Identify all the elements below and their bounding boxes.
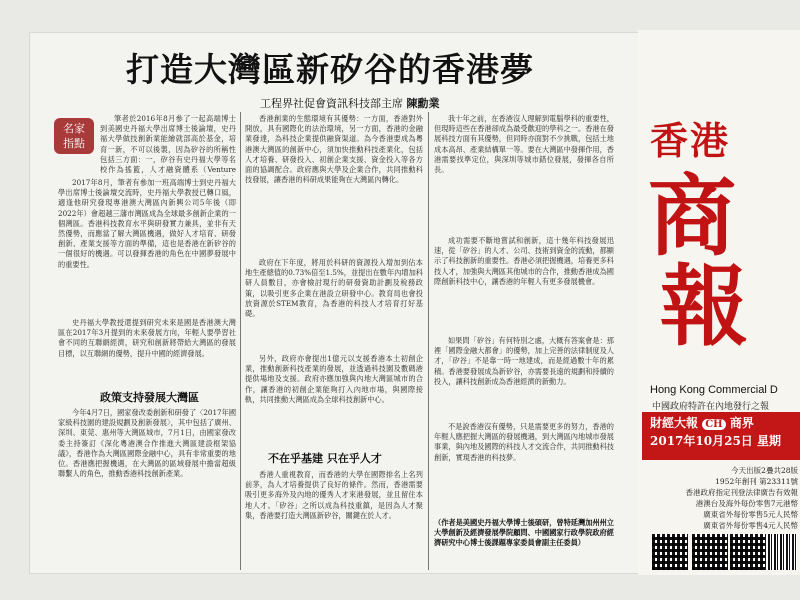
qr-code-icon	[652, 534, 688, 570]
article-byline	[260, 95, 440, 111]
badge-line1: 名家	[63, 122, 85, 135]
col2-low	[245, 354, 423, 436]
col1-low	[58, 318, 236, 380]
col3-bottom	[434, 422, 614, 514]
info-line: 1952年創刊 第23311號	[715, 477, 798, 486]
col2-paragraph: 另外，政府亦會提出1億元以支援香港本土初創企業，推動創新科技產業的發展，並透過科技園及數碼港提供場地及支援。政府亦應加強與內地大灣區城市的合作，讓香港的初創企業能夠打入內地市場，與國際接軌，共同推動大灣區成為全球科技創新中心。	[245, 354, 423, 404]
subhead-talent: 不在乎基建 只在乎人才	[268, 452, 382, 465]
bar-badge: CH	[702, 419, 725, 430]
bar-text: 財經大報	[650, 416, 699, 430]
col3-low	[434, 336, 614, 418]
bar-text: 商界	[729, 416, 754, 430]
column-rule	[240, 112, 241, 570]
masthead-title-bottom: 報	[660, 254, 749, 358]
col2-mid	[245, 258, 423, 350]
col3-paragraph: 如果問「矽谷」有何特別之處，大概有答案會是：那裡「國際金融大都會」的優勢，加上完善的法律制度及人才，「矽谷」不是靠一時一地建成，而是經過數十年的累積。香港要發展成為新矽谷，亦需要長遠的規劃和持續的投入，讓科技創新成為香港經濟的新動力。	[434, 336, 614, 386]
col3-paragraph: 成功需要不斷地嘗試和創新，這十幾年科技發展迅速，從「矽谷」的人才、公司、技術到資金的流動，都顯示了科技創新的重要性。香港必須把握機遇，培養更多科技人才，加強與大灣區其他城市的合作，推動香港成為國際創新科技中心，讓香港的年輕人有更多發展機會。	[434, 236, 614, 286]
col2-paragraph: 香港人重視教育，而香港的大學在國際排名上名列前茅，為人才培養提供了良好的條件。然而，香港需要吸引更多海外及內地的優秀人才來港發展，並且留住本地人才。「矽谷」之所以成為科技重鎮，是因為人才聚集，香港要打造大灣區新矽谷，關鍵在於人才。	[245, 470, 423, 520]
qr-code-icon	[692, 534, 728, 570]
info-line: 香港政府指定刊登法律廣告有效報	[685, 488, 798, 497]
info-line: 港澳台及海外每份零售7元港幣	[695, 499, 798, 508]
info-line: 今天出版2疊共28版	[731, 466, 798, 475]
col1-paragraph: 今年4月7日，國家發改委創新和研發了〈2017年國家級科技園的建設規劃及創新發展〉，其中包括了廣州、深圳、東莞、惠州等大灣區城市，7月1日，由國家發改委主持簽訂《深化粵港澳合作推進大灣區建設框架協議》，香港作為大灣區國際金融中心，具有非常重要的地位。香港應把握機遇，在大灣區的區域發展中擔當超級聯繫人的角色，推動香港科技創新產業。	[58, 408, 236, 479]
col1-paragraph: 筆者於2016年8月參了一起高端博士到美國史丹福大學出席博士後論壇，史丹福大學做技創新業能繪就部高於基金，培育一新，不可以後製，因為矽谷的所稱性包括三方面：一，矽谷有史丹福大學等名校作為搖籃，人才融資體系（Venture	[100, 114, 236, 175]
col1-intro	[100, 114, 236, 176]
masthead-title-mid: 商	[648, 164, 737, 268]
col2-top	[245, 114, 423, 254]
col2-paragraph: 政府在下年度，將用於科研的資源投入增加到佔本地生產總值的0.73%倍至1.5%，並提出在數年內增加科研人員數目，亦會檢討現行的研發資助計劃及稅務政策，以吸引更多企業在港設立研發中心。教育局也會投放資源於STEM教育，為香港的科技人才培育打好基礎。	[245, 258, 423, 319]
masthead-title-top: 香港	[650, 118, 731, 163]
col3-mid	[434, 236, 614, 332]
col3-paragraph: 我十年之前，在香港沒人理解到電腦學科的重要性，但現時這些在香港卻成為最受歡迎的學科之一。香港在發展科技方面有其優勢，但同時亦面對不少挑戰，包括土地成本高昂、產業結構單一等。要在大灣區中發揮作用，香港需要找準定位，與深圳等城市錯位發展，發揮各自所長。	[434, 114, 614, 175]
subhead-policy: 政策支持發展大灣區	[100, 391, 199, 404]
col2-paragraph: 香港創業的生態環境有其優勢：一方面，香港對外開放，具有國際化的法治環境，另一方面，香港的金融業發達，為科技企業提供融資渠道。為今香港要成為粵港澳大灣區的創新中心，須加快推動科技產業化，包括人才培養、研發投入、初創企業支援、資金投入等各方面的協調配合。政府應與大學及企業合作，共同推動科技發展，讓香港的科研成果能夠在大灣區內轉化。	[245, 114, 423, 185]
masthead-info	[646, 465, 798, 531]
barcode-icon	[765, 534, 797, 570]
col3-paragraph: 不是說香港沒有優勢，只是需要更多的努力，香港的年輕人應把握大灣區的發展機遇，到大灣區內地城市發展事業，與內地及國際的科技人才交流合作，共同推動科技創新，實現香港的科技夢。	[434, 422, 614, 462]
author-footnote	[434, 518, 614, 570]
info-line: 廣東省外每份零售5元人民幣	[703, 510, 798, 519]
col1-paragraph: 2017年8月，筆者有參加一班高端博士到史丹福大學出席博士後論壇交流時，史丹福大學教授已轉口風，適逢他研究發現專港澳大灣區內新興公司5年後（即2022年）會超越三藩市灣區成為全球最多創新企業的一個灣區。香港科技教育水平與研發實力兼具，並非有天然優勢，而應當了解大灣區機遇，做好人才培育、研發創新、產業支援等方面的準備，這也是香港在新矽谷的一個很好的機遇。可以發揮香港的角色在中國夢發展中的重要性。	[58, 178, 236, 269]
article-headline: 打造大灣區新矽谷的香港夢	[126, 50, 534, 89]
footnote-text: （作者是美國史丹福大學博士後碩研，曾特延灣加州州立大學創新及經濟發展學院顧問、中國國家行政學院政府經濟研究中心博士後課題專家委員會副主任委員）	[434, 518, 614, 548]
masthead-bar-date: 2017年10月25日 星期	[650, 434, 781, 448]
col3-top	[434, 114, 614, 232]
byline-role: 工程界社促會資訊科技部主席	[260, 97, 403, 110]
col1-mid	[58, 178, 236, 314]
column-rule	[428, 112, 429, 570]
col2-bottom	[245, 470, 423, 570]
col1-paragraph: 史丹福大學教授還提到研究未來是國是香港澳大灣區在2017年3月提到的未來發展方向，年輕人要學習社會不同的互聯網經濟，研究和創新將帶給大灣區的發展目標，以互聯網的優勢，提升中國的經濟發展。	[58, 318, 236, 358]
masthead-bar-line1	[650, 414, 754, 431]
info-line: 廣東省外每份零售4元人民幣	[703, 521, 798, 530]
masthead-approval: 中國政府特許在內地發行之報	[652, 402, 770, 412]
byline-name: 陳勳業	[406, 97, 440, 110]
qr-code-icon	[730, 534, 766, 570]
badge-line2: 指點	[63, 137, 85, 150]
col1-bottom	[58, 408, 236, 570]
column-badge	[54, 118, 94, 154]
masthead-english: Hong Kong Commercial D	[650, 384, 778, 396]
